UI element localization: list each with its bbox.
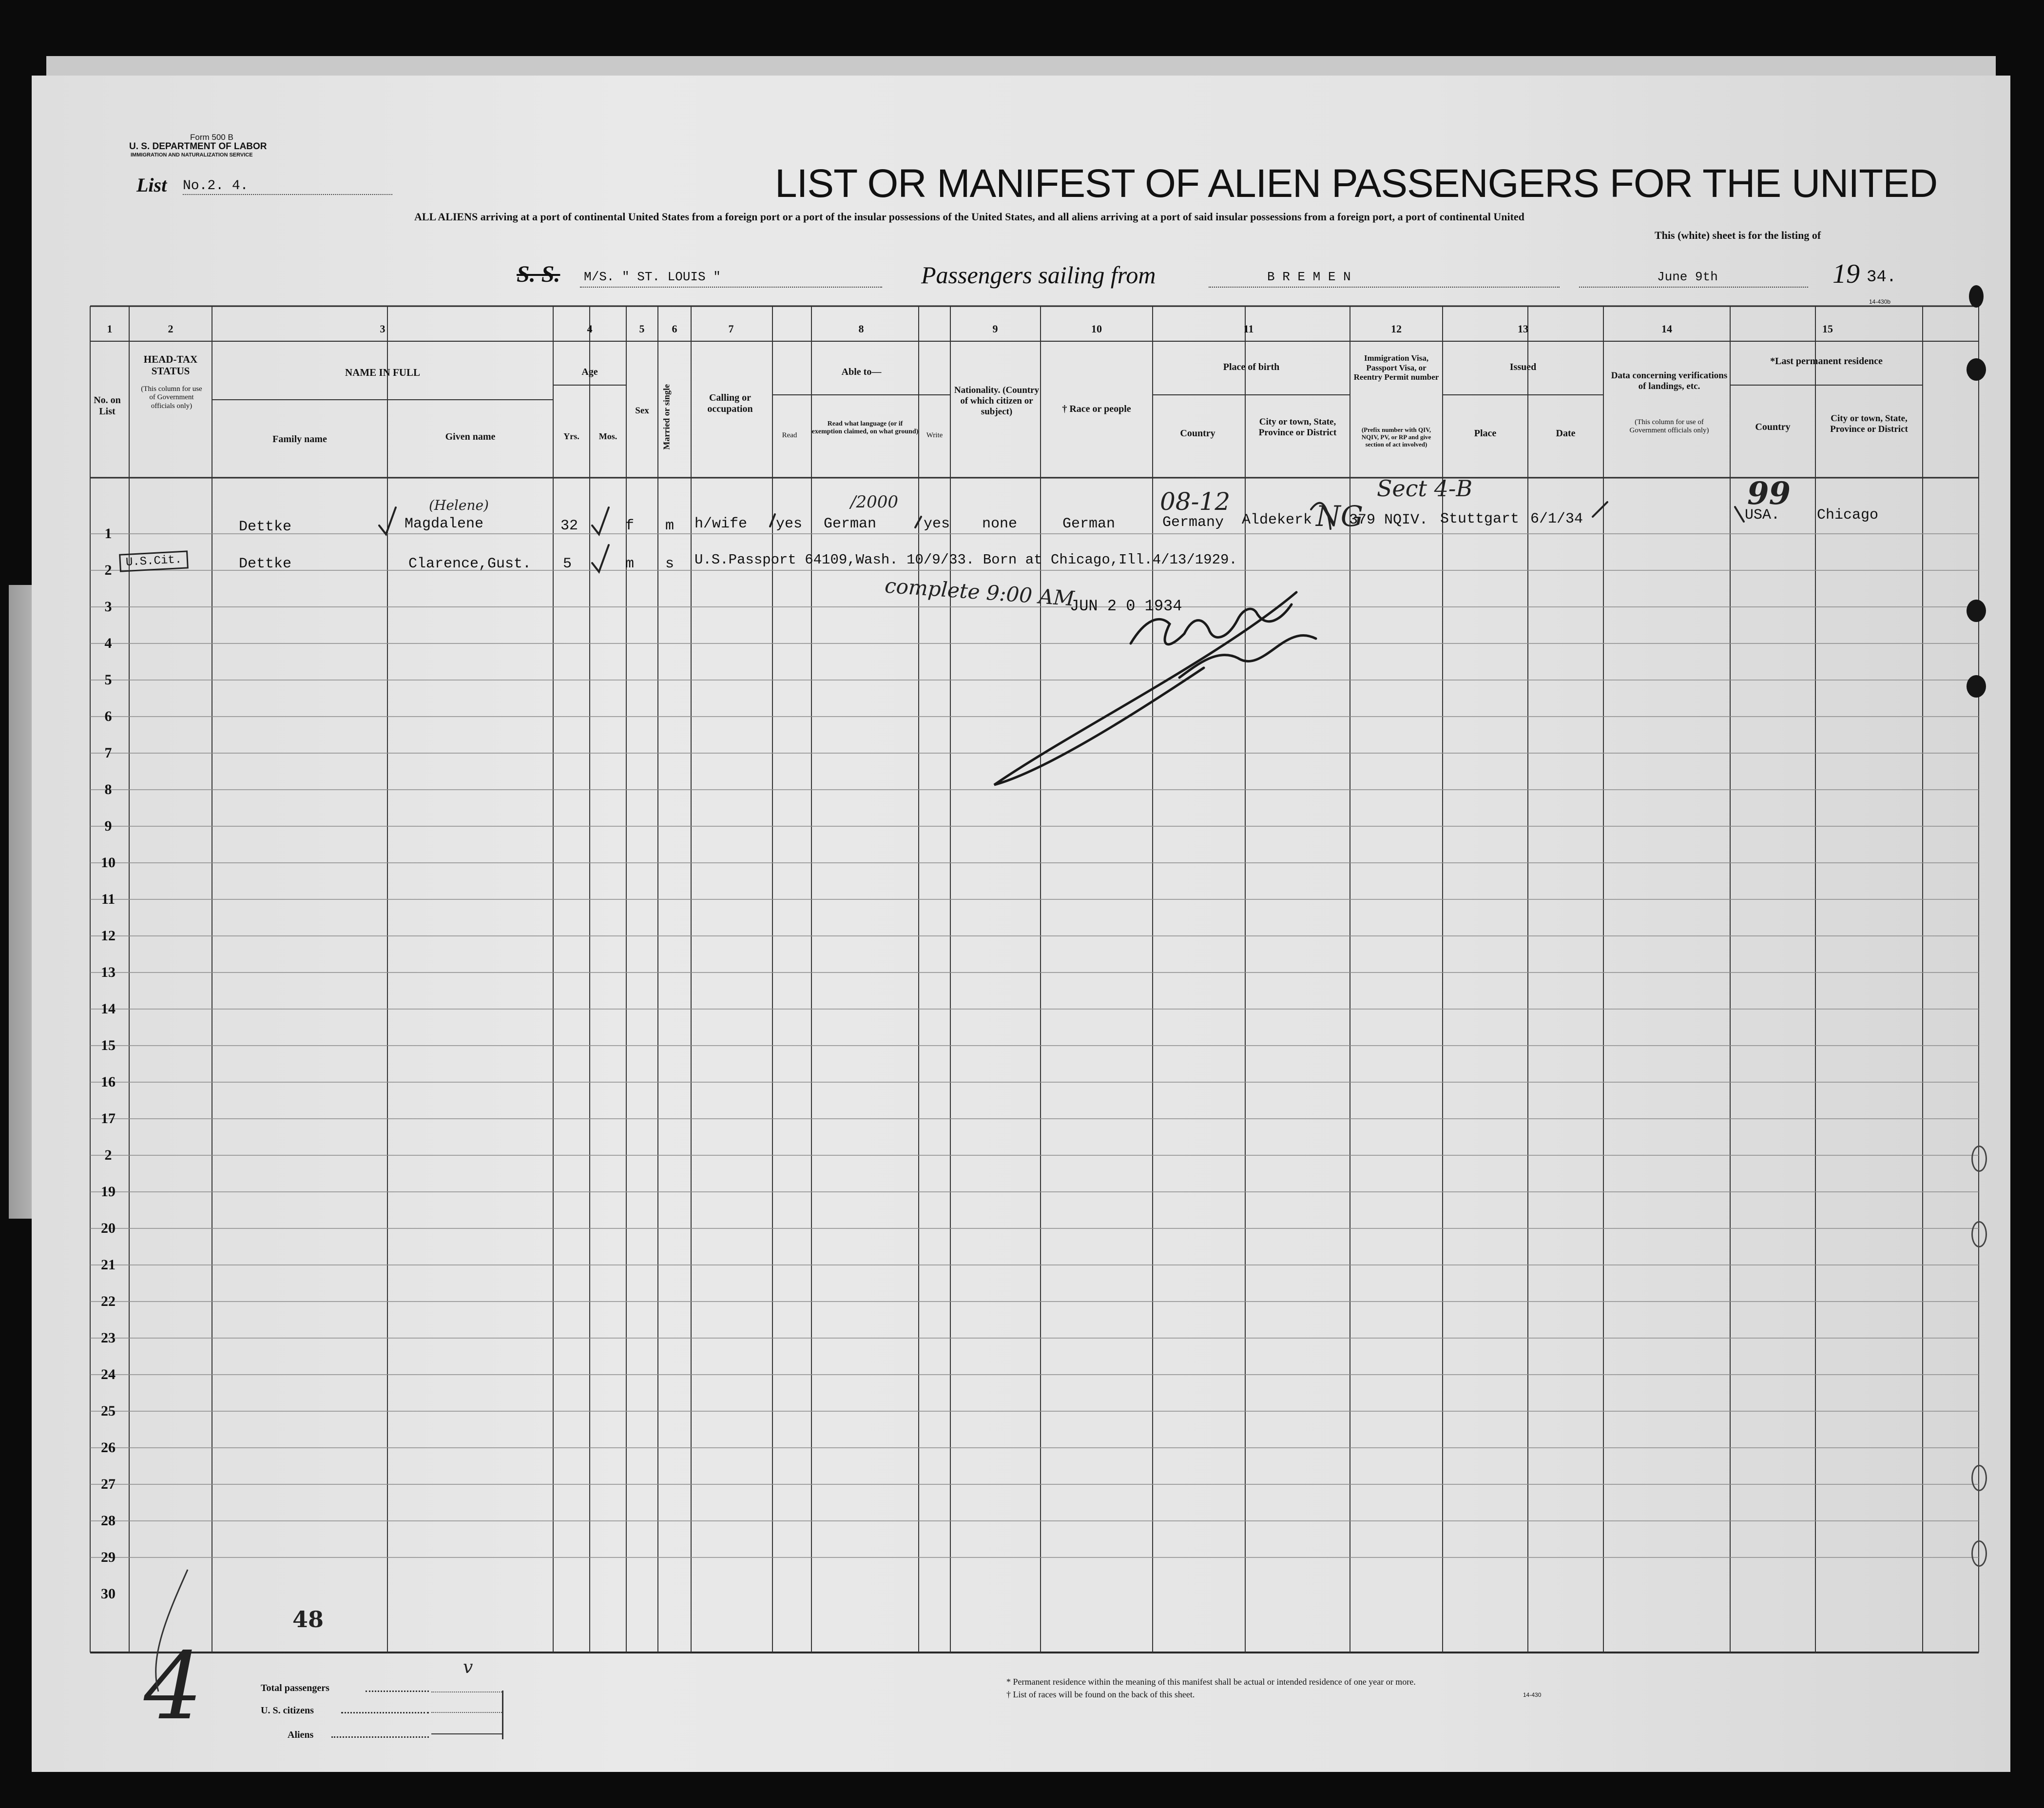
hand-complete: complete 9:00 AM	[884, 573, 1076, 611]
column-number: 11	[1243, 323, 1254, 335]
row-number: 21	[101, 1257, 116, 1273]
col-yrs: Yrs.	[563, 431, 579, 441]
col-able-to: Able to—	[841, 367, 882, 377]
row-number: 3	[104, 599, 112, 615]
col-read-what: Read what language (or if exemption claimed, on what ground)	[811, 420, 919, 436]
col-no-on-list: No. on List	[94, 395, 121, 417]
sailing-date: June 9th	[1657, 270, 1718, 284]
check-mark-1	[379, 507, 396, 534]
port-name: B R E M E N	[1267, 270, 1351, 284]
row-number: 30	[101, 1586, 116, 1602]
p1-res-city: Chicago	[1817, 507, 1879, 524]
col-mos: Mos.	[598, 431, 617, 441]
footer-aliens: Aliens	[288, 1730, 314, 1740]
p1-res-country: USA.	[1745, 507, 1780, 524]
hand-99: 99	[1747, 475, 1791, 512]
column-number: 6	[672, 323, 677, 335]
column-number: 10	[1091, 323, 1102, 335]
p1-yrs: 32	[560, 518, 578, 534]
col-write: Write	[926, 431, 943, 439]
binder-hole	[1967, 675, 1986, 698]
intro-text-2: This (white) sheet is for the listing of	[1655, 229, 1821, 241]
col-head-tax-note: (This column for use of Government officials only)	[141, 385, 202, 410]
p1-birth-country: Germany	[1162, 514, 1224, 531]
footer-line	[431, 1733, 502, 1734]
row-number: 2	[104, 562, 112, 578]
service-label: IMMIGRATION AND NATURALIZATION SERVICE	[131, 152, 253, 158]
column-number: 2	[168, 323, 174, 335]
row-number: 1	[104, 525, 112, 542]
binder-ring	[1971, 1221, 1987, 1247]
col-head-tax: HEAD-TAX STATUS	[143, 353, 198, 377]
row-number: 14	[101, 1001, 116, 1017]
column-number: 14	[1661, 323, 1672, 335]
p1-issued-place: Stuttgart	[1440, 511, 1520, 527]
form-code-bottom: 14-430	[1523, 1691, 1542, 1698]
row-number: 26	[101, 1439, 116, 1456]
column-number: 5	[639, 323, 645, 335]
footer-us-citizens: U. S. citizens	[261, 1705, 314, 1716]
row-number: 8	[104, 781, 112, 797]
official-signature	[994, 592, 1316, 785]
row-number: 24	[101, 1366, 116, 1382]
col-res-city: City or town, State, Province or District	[1830, 413, 1908, 434]
hand-four: 4	[144, 1633, 203, 1740]
p2-yrs: 5	[563, 556, 572, 572]
p2-given: Clarence,Gust.	[408, 556, 532, 572]
hand-ng: NG	[1316, 500, 1364, 533]
col-issued-date: Date	[1556, 428, 1576, 439]
check-mark-4	[770, 514, 775, 526]
citizen-stamp: U.S.Cit.	[119, 550, 189, 572]
department-label: U. S. DEPARTMENT OF LABOR	[129, 141, 267, 152]
column-number: 7	[728, 323, 734, 335]
row-number: 2	[104, 1147, 112, 1163]
binder-hole	[1967, 600, 1986, 622]
col-birth-country: Country	[1180, 428, 1215, 439]
col-res-country: Country	[1755, 422, 1791, 432]
row-number: 19	[101, 1184, 116, 1200]
column-number: 13	[1518, 323, 1528, 335]
col-last-residence: *Last permanent residence	[1770, 356, 1883, 367]
p1-nationality: none	[982, 516, 1018, 532]
binder-ring	[1971, 1465, 1987, 1491]
p1-given-note: (Helene)	[429, 497, 489, 513]
row-number: 20	[101, 1220, 116, 1236]
col-birth-city: City or town, State, Province or District	[1258, 417, 1337, 438]
hand-language-code: /2000	[850, 492, 898, 512]
row-number: 11	[101, 891, 116, 907]
binder-hole	[1969, 285, 1984, 308]
hand-race-code: 08-12	[1160, 487, 1231, 516]
column-number: 9	[992, 323, 998, 335]
check-mark-6	[1593, 502, 1607, 517]
intro-text-1: ALL ALIENS arriving at a port of continental United States from a foreign port or a port of the insular possessions of the United States, and all aliens arriving at a port of said insular possessions from a foreign port, a port of continental United	[414, 211, 1524, 223]
year-suffix: 34.	[1867, 268, 1897, 287]
row-number: 10	[101, 855, 116, 871]
col-calling: Calling or occupation	[707, 392, 753, 414]
footnote-residence: * Permanent residence within the meaning of this manifest shall be actual or intended residence of one year or more.	[1006, 1677, 1416, 1687]
col-data-concerning: Data concerning verifications of landings, etc.	[1611, 370, 1728, 391]
row-number: 15	[101, 1037, 116, 1053]
form-number: Form 500 B	[190, 133, 233, 142]
column-number: 1	[107, 323, 113, 335]
col-visa: Immigration Visa, Passport Visa, or Reentry Permit number	[1353, 353, 1439, 382]
p2-remark: U.S.Passport 64109,Wash. 10/9/33. Born at Chicago,Ill.4/13/1929.	[694, 552, 1237, 568]
row-number: 27	[101, 1476, 116, 1492]
column-number: 8	[858, 323, 864, 335]
p2-sex: m	[625, 556, 635, 572]
check-mark-5	[915, 517, 921, 527]
col-issued-place: Place	[1474, 428, 1497, 439]
footer-line	[431, 1691, 502, 1692]
sailing-label: Passengers sailing from	[921, 261, 1156, 289]
year-prefix: 19	[1832, 259, 1860, 289]
footnote-races: † List of races will be found on the back of this sheet.	[1006, 1690, 1195, 1699]
date-stamp: JUN 2 0 1934	[1070, 597, 1182, 615]
row-number: 13	[101, 964, 116, 980]
footer-line	[431, 1712, 502, 1713]
row-number: 28	[101, 1513, 116, 1529]
check-mark-7	[1735, 507, 1744, 522]
hand-tick: v	[463, 1657, 473, 1677]
list-number: No.2. 4.	[183, 178, 249, 194]
col-issued: Issued	[1509, 362, 1537, 372]
binder-hole	[1967, 358, 1986, 381]
p1-race: German	[1062, 516, 1116, 532]
manifest-title: LIST OR MANIFEST OF ALIEN PASSENGERS FOR THE UNITED	[775, 161, 1938, 206]
p1-calling: h/wife	[694, 516, 748, 532]
col-data-note: (This column for use of Government officials only)	[1629, 418, 1709, 435]
binder-ring	[1971, 1146, 1987, 1172]
row-number: 17	[101, 1110, 116, 1127]
footer-bracket	[429, 1691, 503, 1739]
row-number: 16	[101, 1074, 116, 1090]
p2-married: s	[665, 556, 675, 572]
p1-write: yes	[924, 516, 950, 532]
binder-ring	[1971, 1540, 1987, 1567]
col-name-in-full: NAME IN FULL	[345, 367, 420, 378]
col-given-name: Given name	[445, 431, 496, 442]
ss-label: S. S.	[517, 261, 560, 287]
col-race: † Race or people	[1062, 404, 1131, 414]
row-number: 9	[104, 818, 112, 834]
p1-family: Dettke	[239, 519, 292, 535]
p1-language: German	[824, 516, 877, 532]
p1-read: yes	[776, 516, 803, 532]
row-number: 25	[101, 1403, 116, 1419]
p1-given: Magdalene	[405, 516, 484, 532]
row-number: 7	[104, 745, 112, 761]
row-number: 29	[101, 1549, 116, 1565]
col-read: Read	[782, 431, 797, 439]
row-number: 5	[104, 672, 112, 688]
col-visa-note: (Prefix number with QIV, NQIV, PV, or RP and give section of act involved)	[1361, 426, 1431, 448]
p2-family: Dettke	[239, 556, 292, 572]
footer-total-passengers: Total passengers	[261, 1683, 329, 1693]
check-mark-2	[592, 507, 609, 534]
column-number: 12	[1391, 323, 1402, 335]
footer-dots	[366, 1691, 429, 1692]
list-label: List	[136, 174, 167, 196]
col-sex: Sex	[635, 406, 649, 416]
hand-page-number: 48	[292, 1606, 324, 1633]
col-family-name: Family name	[272, 434, 327, 445]
p1-issued-date: 6/1/34	[1530, 511, 1583, 527]
row-number: 22	[101, 1293, 116, 1309]
row-number: 6	[104, 708, 112, 724]
hand-stroke	[1311, 503, 1331, 529]
form-code-top: 14-430b	[1869, 298, 1891, 305]
hand-section: Sect 4-B	[1377, 475, 1473, 502]
ship-name: M/S. " ST. LOUIS "	[584, 270, 721, 284]
p1-sex: f	[625, 518, 635, 534]
row-number: 12	[101, 928, 116, 944]
column-number: 3	[380, 323, 386, 335]
col-place-of-birth: Place of birth	[1223, 362, 1280, 372]
footer-dots	[331, 1736, 429, 1738]
col-nationality: Nationality. (Country of which citizen or subject)	[954, 385, 1040, 417]
column-number: 15	[1822, 323, 1833, 335]
column-number: 4	[587, 323, 593, 335]
row-number: 4	[104, 635, 112, 651]
p1-married: m	[665, 518, 675, 534]
check-mark-3	[592, 545, 609, 572]
footer-dots	[341, 1712, 429, 1713]
p1-birth-city: Aldekerk	[1242, 512, 1312, 528]
p1-visa: 379 NQIV.	[1349, 512, 1428, 528]
row-number: 23	[101, 1330, 116, 1346]
col-married: Married or single	[661, 384, 672, 450]
col-age: Age	[581, 367, 598, 377]
